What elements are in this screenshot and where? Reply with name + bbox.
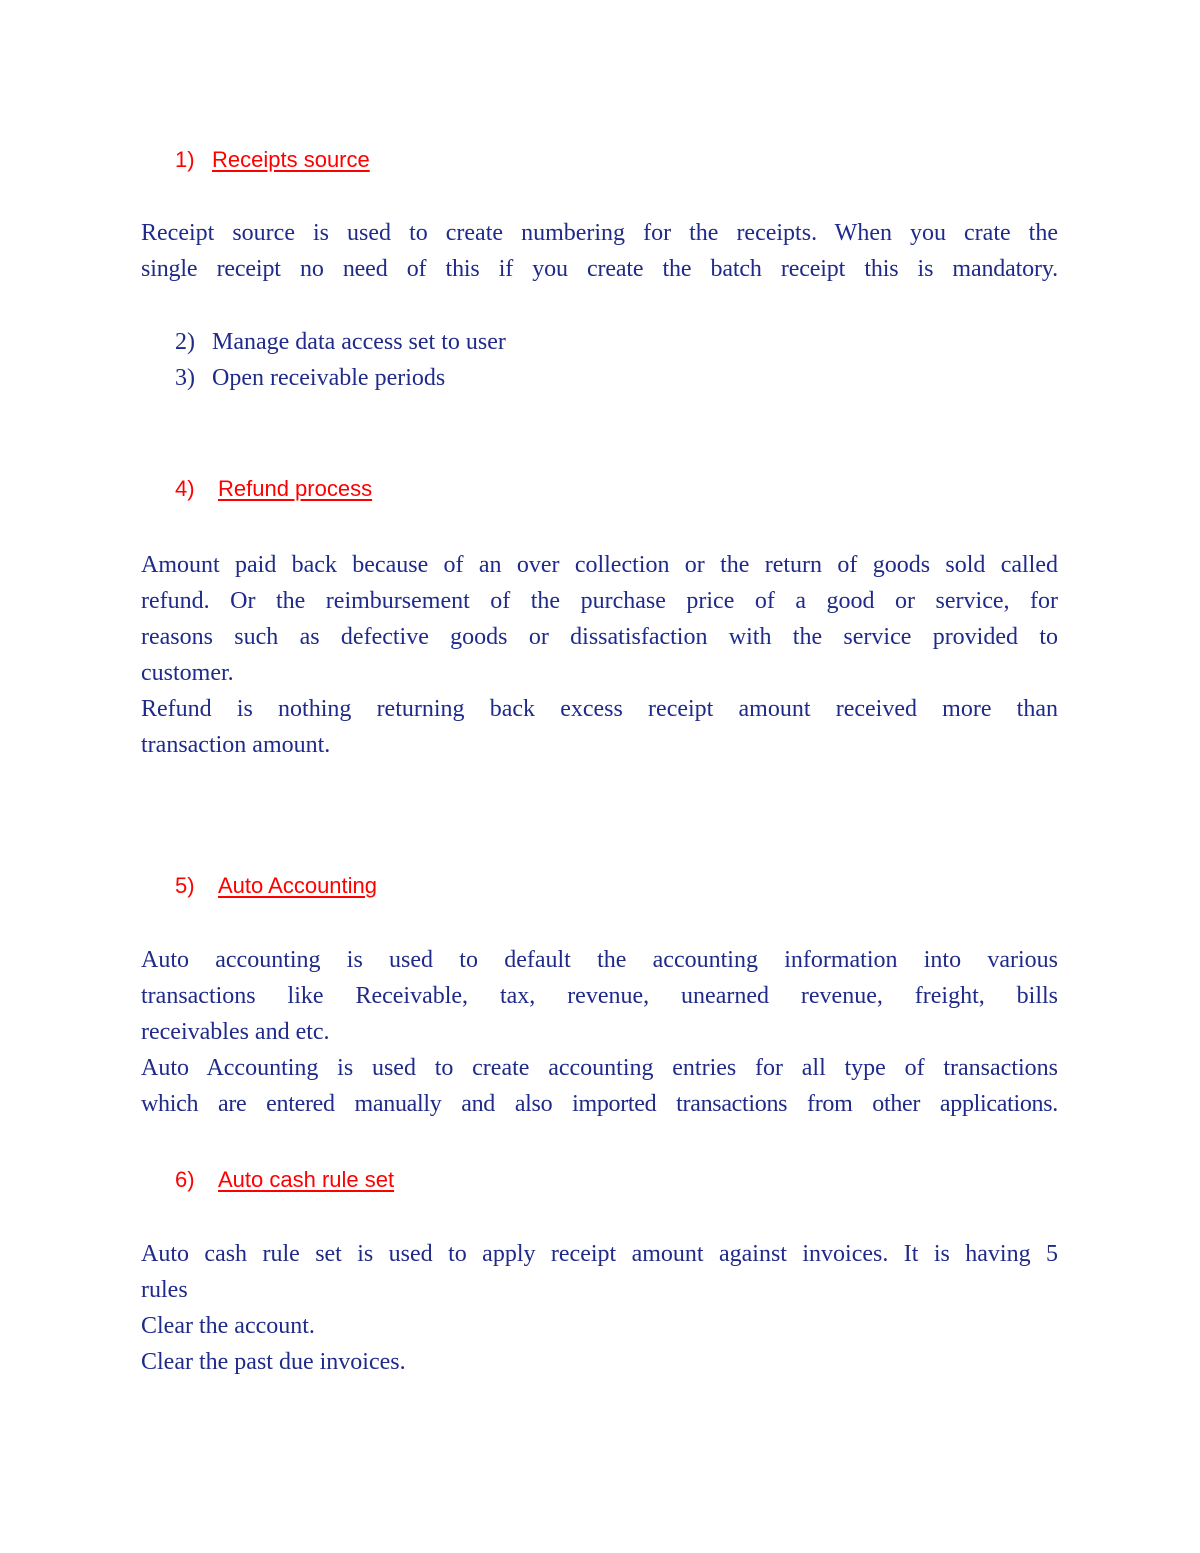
list-text: Manage data access set to user [212,329,506,355]
heading-title: Receipts source [212,147,370,172]
text-line: transaction amount. [141,732,331,758]
list-number: 3) [175,365,195,391]
paragraph-refund-process [141,547,1058,763]
text-line: Auto Accounting is used to create accounting entries for all type of transactions [141,1055,1058,1081]
text-line: transactions like Receivable, tax, revenue, unearned revenue, freight, bills [141,983,1058,1009]
text-line: rules [141,1277,188,1303]
paragraph-auto-accounting [141,942,1058,1122]
heading-title: Refund process [218,476,373,501]
heading-number: 1) [175,147,195,172]
text-line: reasons such as defective goods or dissatisfaction with the service provided to [141,624,1058,650]
text-line: Receipt source is used to create numbering for the receipts. When you crate the [141,220,1058,246]
list-text: Open receivable periods [212,365,446,391]
list-item-manage-data-access [175,324,506,360]
text-line: receivables and etc. [141,1019,330,1045]
text-line: Refund is nothing returning back excess receipt amount received more than [141,696,1058,722]
text-line: Auto cash rule set is used to apply receipt amount against invoices. It is having 5 [141,1241,1058,1267]
section-heading-auto-cash-rule-set [175,1169,394,1191]
section-heading-refund-process [175,478,372,500]
text-line: which are entered manually and also imported transactions from other applications. [141,1091,1058,1117]
heading-number: 5) [175,873,195,898]
text-line: refund. Or the reimbursement of the purchase price of a good or service, for [141,588,1058,614]
paragraph-auto-cash-rule-set [141,1236,1058,1380]
text-line: customer. [141,660,234,686]
section-heading-auto-accounting [175,875,377,897]
heading-number: 4) [175,476,195,501]
section-heading-receipts-source [175,149,370,171]
text-line: Auto accounting is used to default the accounting information into various [141,947,1058,973]
heading-title: Auto cash rule set [218,1167,395,1192]
list-number: 2) [175,329,195,355]
text-line: Clear the past due invoices. [141,1349,406,1375]
list-item-open-receivable-periods [175,360,445,396]
heading-title: Auto Accounting [218,873,378,898]
text-line: Amount paid back because of an over collection or the return of goods sold called [141,552,1058,578]
text-line: single receipt no need of this if you create the batch receipt this is mandatory. [141,256,1058,282]
paragraph-receipts-source [141,215,1058,287]
heading-number: 6) [175,1167,195,1192]
text-line: Clear the account. [141,1313,315,1339]
